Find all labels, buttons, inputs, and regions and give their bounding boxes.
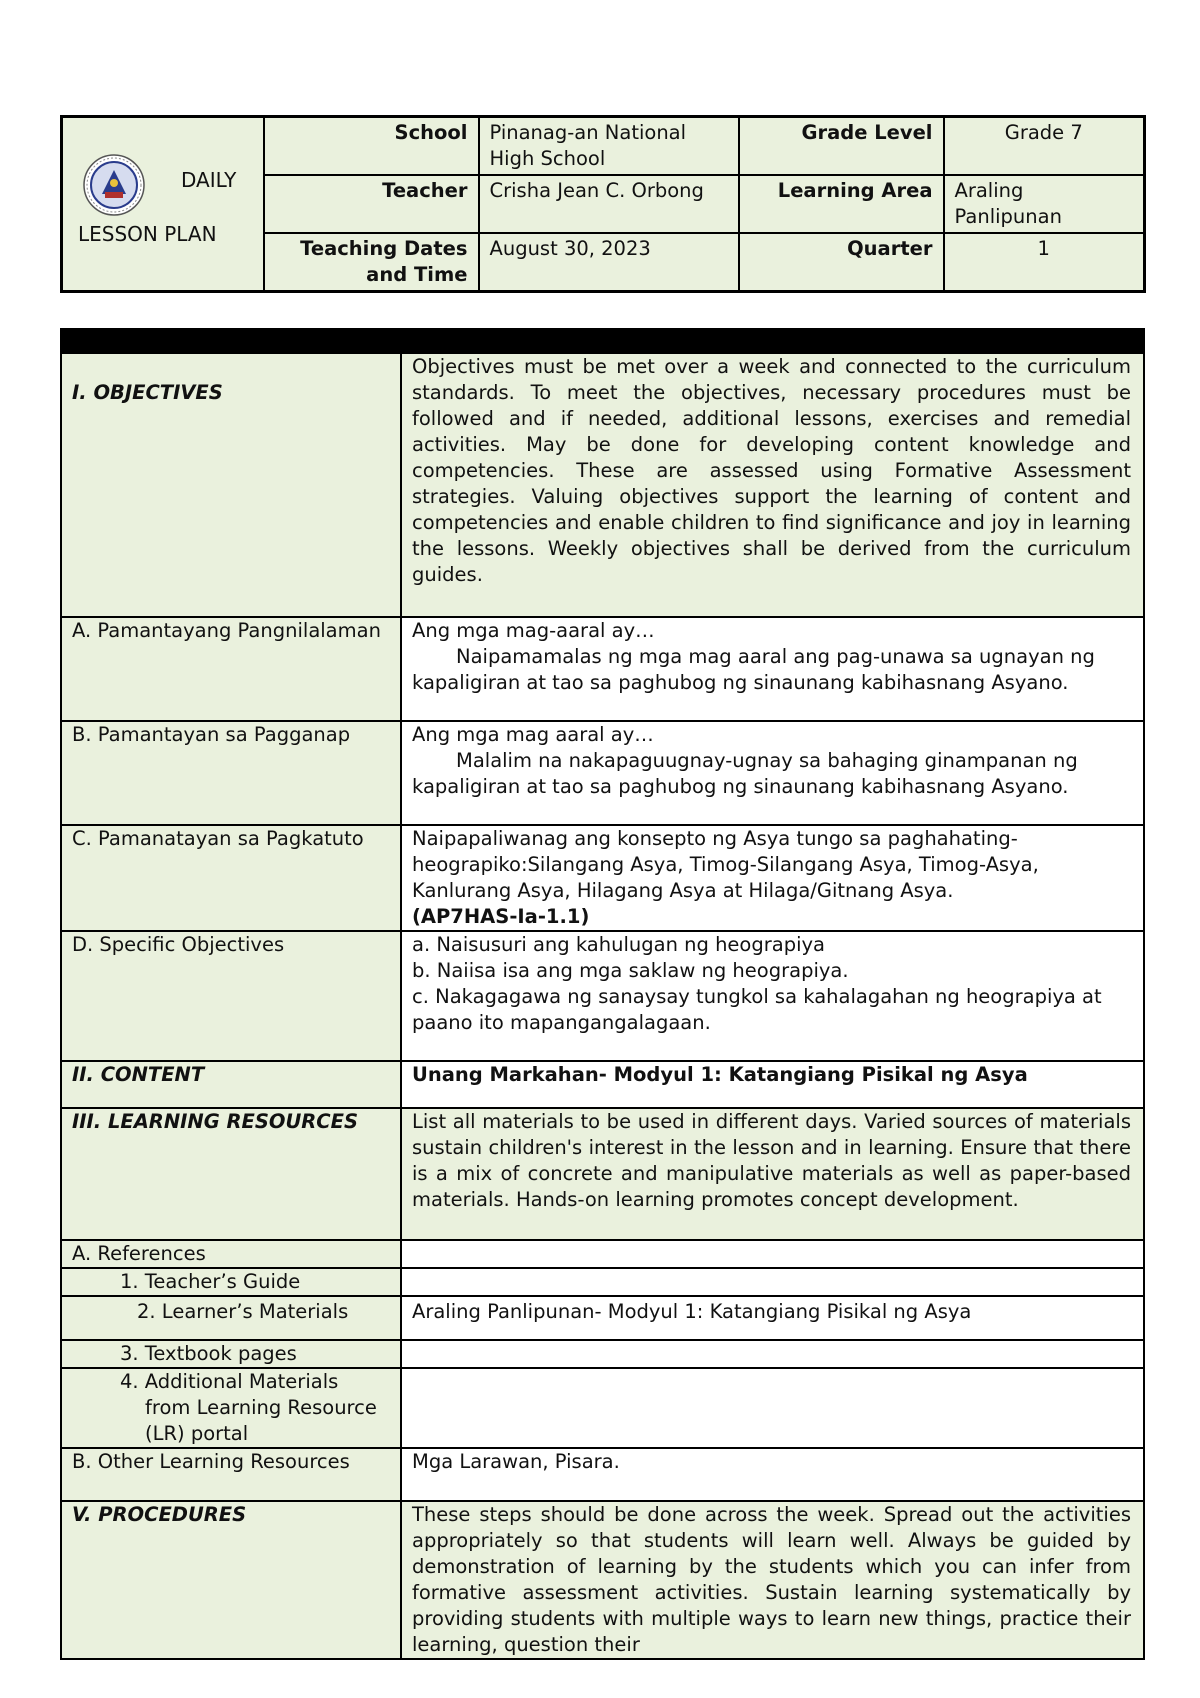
resources-text: List all materials to be used in different days. Varied sources of materials sustain children's interest in the lesson and in learning. Ensure that there is a mix of concrete and manipulative materials as well as paper-based materials. Hands-on learning promotes concept development. [401, 1108, 1144, 1240]
teacher-value: Crisha Jean C. Orbong [479, 175, 739, 233]
specific-objectives-label: D. Specific Objectives [61, 931, 401, 1061]
content-standard-label: A. Pamantayang Pangnilalaman [61, 617, 401, 721]
other-resources-row [61, 1448, 1144, 1501]
procedures-row [61, 1501, 1144, 1659]
objectives-label: I. OBJECTIVES [61, 353, 401, 617]
school-label: School [264, 117, 479, 176]
other-resources-value: Mga Larawan, Pisara. [401, 1448, 1144, 1501]
lesson-plan-table [60, 328, 1145, 1660]
textbook-pages-row [61, 1340, 1144, 1368]
objectives-row [61, 353, 1144, 617]
competency-row [61, 825, 1144, 931]
learners-materials-label: 2. Learner’s Materials [61, 1296, 401, 1340]
objectives-text: Objectives must be met over a week and connected to the curriculum standards. To meet the objectives, necessary procedures must be followed and if needed, additional lessons, exercises and remedial activities. May be done for developing content knowledge and competencies. These are assessed using Formative Assessment strategies. Valuing objectives support the learning of content and competencies and enable children to find significance and joy in learning the lessons. Weekly objectives shall be derived from the curriculum guides. [401, 353, 1144, 617]
textbook-pages-label: 3. Textbook pages [61, 1340, 401, 1368]
specific-objective-a: a. Naisusuri ang kahulugan ng heograpiya [412, 933, 825, 956]
resources-row [61, 1108, 1144, 1240]
grade-label: Grade Level [739, 117, 944, 176]
content-standard-row [61, 617, 1144, 721]
procedures-text: These steps should be done across the week. Spread out the activities appropriately so that students will learn well. Always be guided by demonstration of learning by the students which you can infer from formative assessment activities. Sustain learning systematically by providing students with multiple ways to learn new things, practice their learning, question their [401, 1501, 1144, 1659]
specific-objectives-row [61, 931, 1144, 1061]
procedures-label: V. PROCEDURES [61, 1501, 401, 1659]
other-resources-label: B. Other Learning Resources [72, 1450, 350, 1473]
performance-standard-row [61, 721, 1144, 825]
area-label: Learning Area [739, 175, 944, 233]
content-label: II. CONTENT [61, 1061, 401, 1108]
content-standard-text: Naipamamalas ng mga mag aaral ang pag-unawa sa ugnayan ng kapaligiran at tao sa paghubog ng sinaunang kabihasnang Asyano. [412, 645, 1095, 694]
competency-label: C. Pamanatayan sa Pagkatuto [61, 825, 401, 931]
content-standard-intro: Ang mga mag-aaral ay… [412, 619, 655, 642]
teacher-label: Teacher [264, 175, 479, 233]
additional-materials-label: 4. Additional Materials from Learning Resource (LR) portal [120, 1370, 377, 1445]
dates-value: August 30, 2023 [479, 233, 739, 292]
performance-standard-text: Malalim na nakapaguugnay-ugnay sa bahaging ginampanan ng kapaligiran at tao sa paghubog ng sinaunang kabihasnang Asyano. [412, 749, 1078, 798]
quarter-value: 1 [944, 233, 1145, 292]
performance-standard-cell [401, 721, 1144, 825]
performance-standard-intro: Ang mga mag aaral ay… [412, 723, 654, 746]
competency-code: (AP7HAS-Ia-1.1) [412, 905, 590, 928]
textbook-pages-value [401, 1340, 1144, 1368]
specific-objective-b: b. Naiisa isa ang mga saklaw ng heograpiya. [412, 959, 849, 982]
content-text: Unang Markahan- Modyul 1: Katangiang Pisikal ng Asya [401, 1061, 1144, 1108]
content-standard-cell [401, 617, 1144, 721]
area-value: Araling Panlipunan [944, 175, 1145, 233]
dates-label: Teaching Dates and Time [264, 233, 479, 292]
content-row [61, 1061, 1144, 1108]
teachers-guide-value [401, 1268, 1144, 1296]
learners-materials-row [61, 1296, 1144, 1340]
title-lesson-plan: LESSON PLAN [78, 222, 217, 246]
deped-seal-icon [83, 154, 145, 216]
header-table [60, 115, 1146, 293]
competency-text: Naipapaliwanag ang konsepto ng Asya tungo sa paghahating-heograpiko:Silangang Asya, Timog-Silangang Asya, Timog-Asya, Kanlurang Asya, Hilagang Asya at Hilaga/Gitnang Asya. [412, 827, 1039, 902]
teachers-guide-label: 1. Teacher’s Guide [61, 1268, 401, 1296]
references-value [401, 1240, 1144, 1268]
quarter-label: Quarter [739, 233, 944, 292]
school-value: Pinanag-an National High School [479, 117, 739, 176]
title-block [62, 117, 264, 292]
other-resources-cell [61, 1448, 401, 1501]
additional-materials-cell [61, 1368, 401, 1448]
references-row [61, 1240, 1144, 1268]
performance-standard-label: B. Pamantayan sa Pagganap [61, 721, 401, 825]
grade-value: Grade 7 [944, 117, 1145, 176]
specific-objectives-cell [401, 931, 1144, 1061]
learners-materials-value: Araling Panlipunan- Modyul 1: Katangiang Pisikal ng Asya [401, 1296, 1144, 1340]
references-label: A. References [61, 1240, 401, 1268]
competency-cell [401, 825, 1144, 931]
title-daily: DAILY [181, 168, 237, 192]
additional-materials-row [61, 1368, 1144, 1448]
additional-materials-value [401, 1368, 1144, 1448]
teachers-guide-row [61, 1268, 1144, 1296]
resources-label: III. LEARNING RESOURCES [61, 1108, 401, 1240]
specific-objective-c: c. Nakagagawa ng sanaysay tungkol sa kahalagahan ng heograpiya at paano ito mapangangalagaan. [412, 985, 1102, 1034]
black-header-bar [61, 329, 1144, 353]
